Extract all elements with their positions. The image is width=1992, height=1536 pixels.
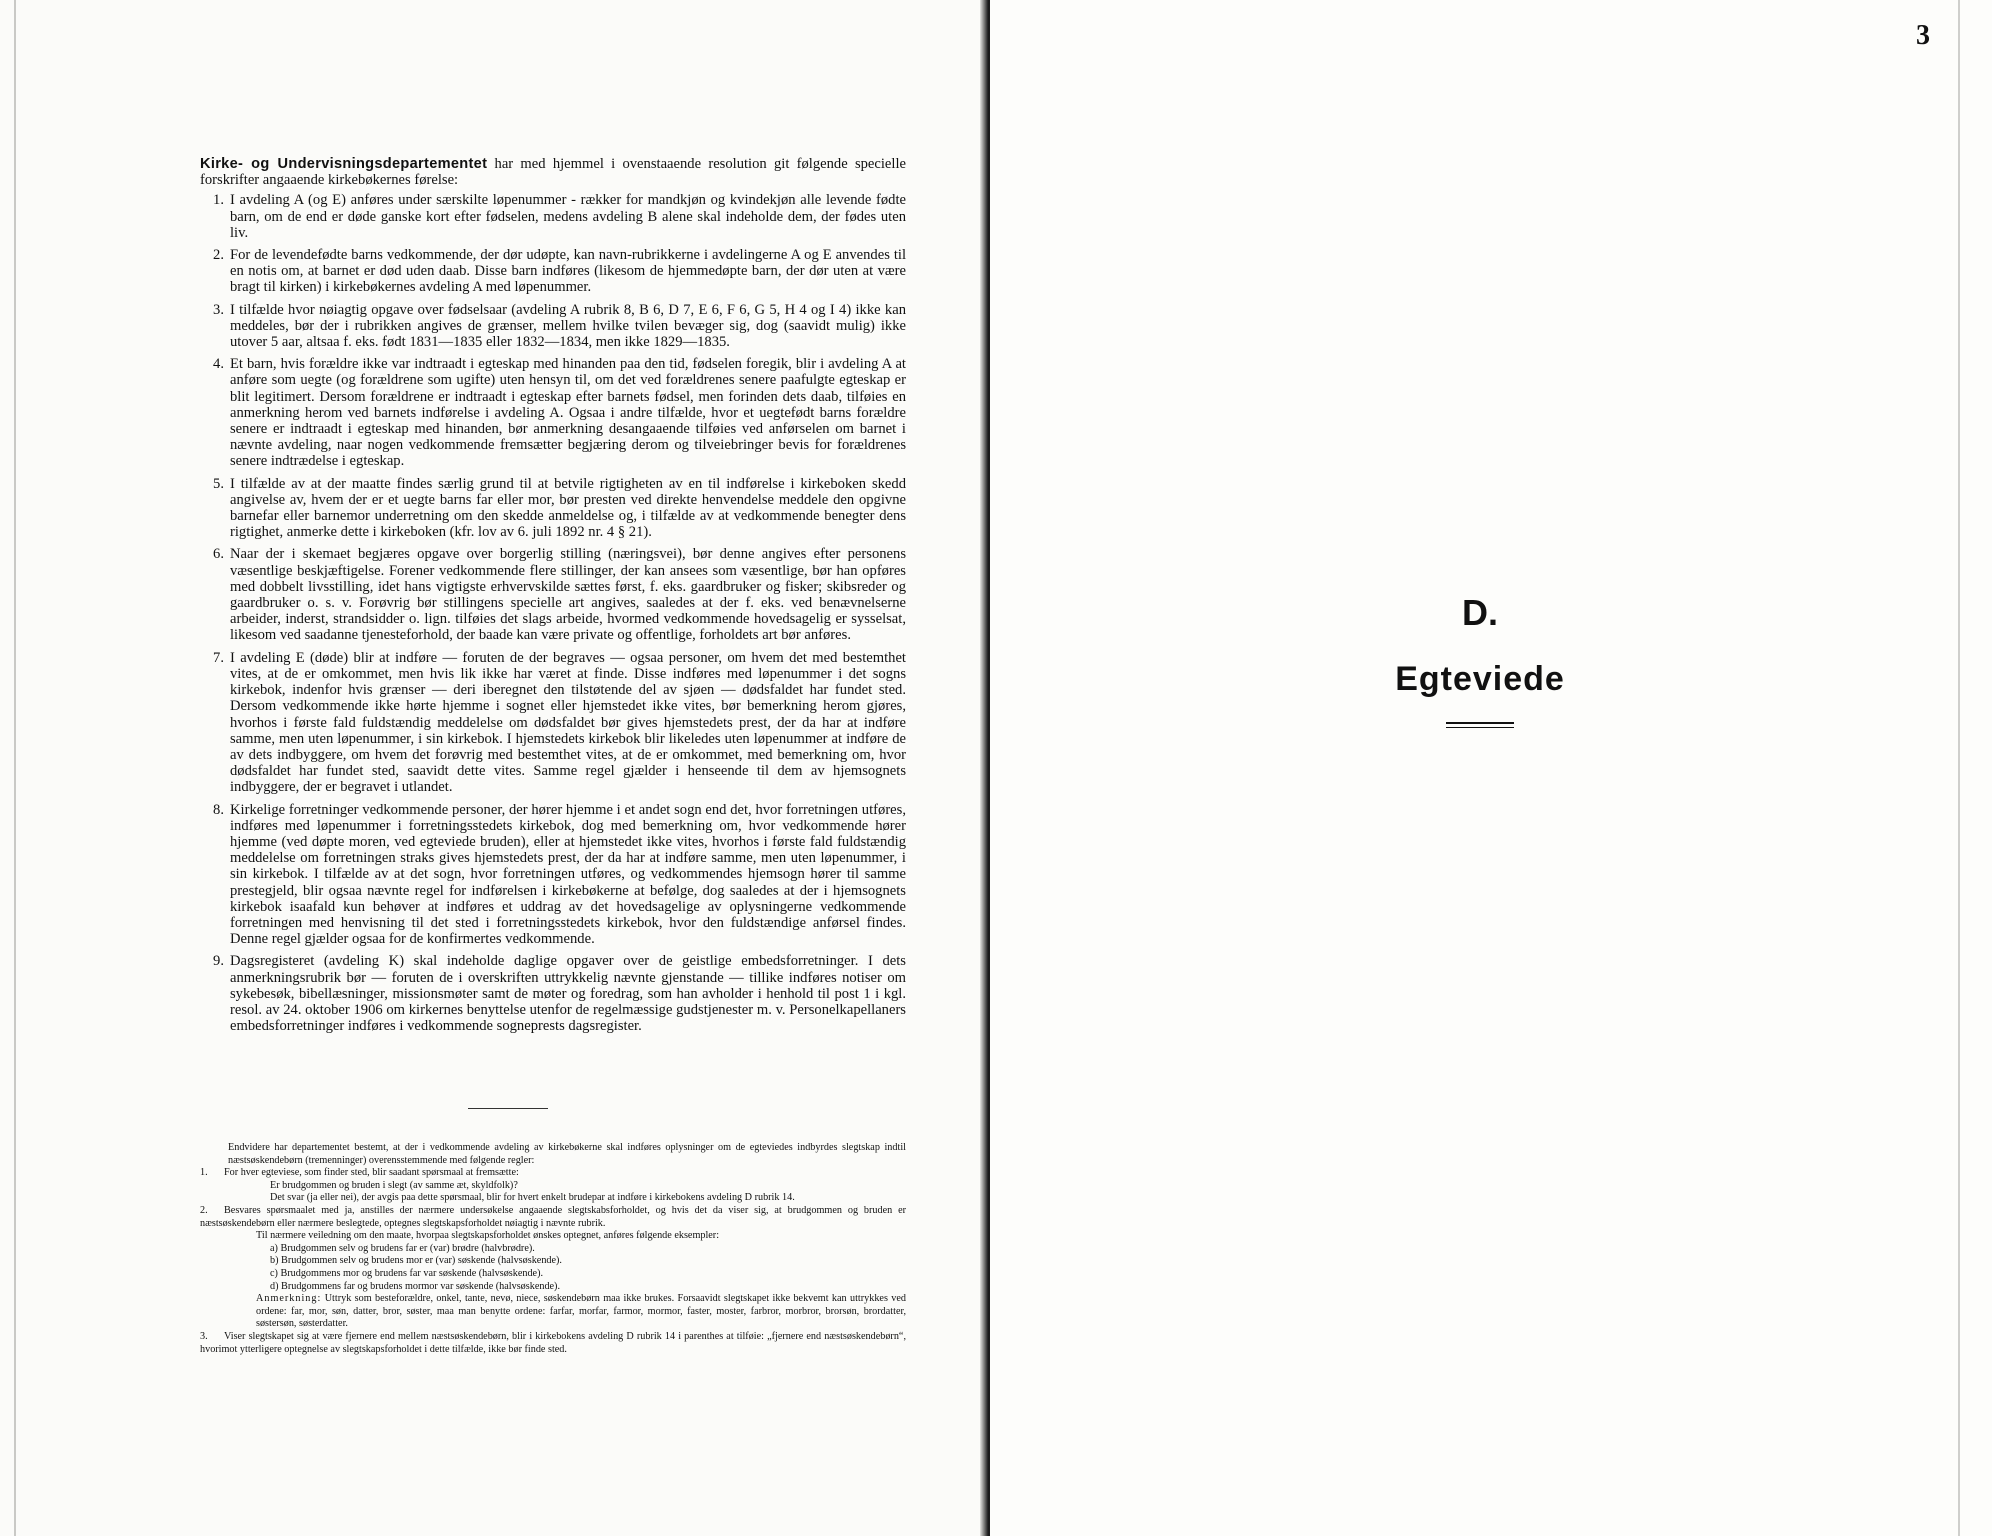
rule-number: 2.	[200, 1204, 208, 1216]
regulation-item	[200, 192, 906, 241]
note-text: Uttryk som besteforældre, onkel, tante, nevø, niece, søskendebørn maa ikke brukes. Forsaavidt slegtskapet ikke bekvemt kan uttrykkes ved ordene: far, mor, søn, datter, bror, søster, maa man benytte ordene: farfar, morfar, farmor, mormor, faster, moster, farbror, morbror, brorsøn, brordatter, søstersøn, søsterdatter.	[256, 1293, 906, 1330]
rule-number: 3.	[200, 1330, 208, 1342]
section-title: Egteviede	[1395, 660, 1565, 698]
item-number: 9.	[213, 953, 224, 970]
intro-text: har med hjemmel i ovenstaaende resolution git følgende specielle forskrifter angaaende kirkebøkernes førelse:	[200, 156, 907, 189]
supplement-question: Er brudgommen og bruden i slegt (av samme æt, skyldfolk)?	[270, 1179, 518, 1191]
section-divider	[468, 1108, 548, 1109]
supplement-rule-2	[200, 1205, 906, 1230]
regulations-text	[200, 156, 906, 1040]
rule-text: For hver egteviese, som finder sted, blir saadant spørsmaal at fremsætte:	[224, 1167, 519, 1179]
title-rule	[1446, 727, 1514, 728]
rule-text: Besvares spørsmaalet med ja, anstilles der nærmere undersøkelse angaaende slegtskabsforholdet, og hvis det da viser sig, at brudgommen og bruden er næstsøskendebørn eller nærmere beslegtede, optegnes slegtskapsforholdet nøiagtig i nævnte rubrik.	[200, 1204, 906, 1229]
rule-text: Viser slegtskapet sig at være fjernere end mellem næstsøskendebørn, blir i kirkebokens avdeling D rubrik 14 i parenthes at tilføie: „fjernere end næstsøskendebørn“, hvorimot ytterligere optegnelse av slegtskapsforholdet i dette tilfælde, ikke bør finde sted.	[200, 1330, 906, 1355]
item-text: I tilfælde av at der maatte findes særlig grund til at betvile rigtigheten av en til indførelse i kirkeboken skedd angivelse av, hvem der er et uegte barns far eller mor, bør presten ved direkte henvendelse meddele den opgivne barnefar eller barnemor underretning om den skedde anmeldelse og, i tilfælde av at vedkommende benegter dens rigtighet, anmerke dette i kirkeboken (kfr. lov av 6. juli 1892 nr. 4 § 21).	[230, 475, 906, 541]
item-text: Et barn, hvis forældre ikke var indtraadt i egteskap med hinanden paa den tid, fødselen foregik, blir i avdeling A at anføre som uegte (og forældrene som ugifte) uten hensyn til, om det ved forældrenes senere paafulgte egteskap er blit legitimert. Dersom forældrene er indtraadt i egteskap efter barnets fødsel, men forinden dets daab, tilføies en anmerkning herom ved barnets indførelse i avdeling A. Ogsaa i andre tilfælde, hvor et uegtefødt barns forældre senere er indtraadt i egteskap med hinanden, bør anmerkning desangaaende tilføies ved anførselen om barnet i nævnte avdeling, naar nogen vedkommende fremsætter begjæring derom og tilveiebringer bevis for forældrenes senere indtrædelse i egteskap.	[230, 356, 906, 470]
supplement-intro: Endvidere har departementet bestemt, at der i vedkommende avdeling av kirkebøkerne skal indføres oplysninger om de egteviedes indbyrdes slegtskap indtil næstsøskendebørn (tremenninger) overensstemmende med følgende regler:	[228, 1142, 906, 1166]
regulations-list	[200, 192, 906, 1034]
page-edge-line	[14, 0, 16, 1536]
page-number: 3	[1916, 20, 1930, 51]
item-text: I avdeling A (og E) anføres under særskilte løpenummer - rækker for mandkjøn og kvindekjøn alle levende fødte barn, om de end er døde ganske kort efter fødselen, medens avdeling B alene skal indeholde dem, der fødes uten liv.	[230, 192, 906, 241]
right-page	[990, 0, 1992, 1536]
supplement-guidance: Til nærmere veiledning om den maate, hvorpaa slegtskapsforholdet ønskes optegnet, anføres følgende eksempler:	[256, 1230, 720, 1242]
example-d: d) Brudgommens far og brudens mormor var søskende (halvsøskende).	[270, 1280, 560, 1292]
item-text: Dagsregisteret (avdeling K) skal indeholde daglige opgaver over de geistlige embedsforretninger. I dets anmerkningsrubrik bør — foruten de i overskriften uttrykkelig nævnte gjenstande — tillike indføres notiser om sykebesøk, bibellæsninger, missionsmøter samt de møter og foredrag, som han avholder i henhold til post 1 i kgl. resol. av 24. oktober 1906 om kirkernes benyttelse utenfor de regelmæssige gudstjenester m. v. Personelkapellaners embedsforretninger indføres i vedkommende sogneprests dagsregister.	[230, 953, 906, 1035]
item-number: 8.	[213, 801, 224, 818]
regulation-item	[200, 953, 906, 1034]
page-edge-line	[1958, 0, 1960, 1536]
supplement-rule-3	[200, 1331, 906, 1356]
item-number: 5.	[213, 475, 224, 492]
item-number: 1.	[213, 192, 224, 209]
supplement-rule-1	[200, 1167, 906, 1180]
item-text: For de levendefødte barns vedkommende, der dør udøpte, kan navn-rubrikkerne i avdelingerne A og E anvendes til en notis om, at barnet er død uden daab. Disse barn indføres (likesom de hjemmedøpte barn, der dør uten at være bragt til kirken) i kirkebøkernes avdeling A med løpenummer.	[230, 247, 906, 296]
example-b: b) Brudgommen selv og brudens mor er (var) søskende (halvsøskende).	[270, 1255, 562, 1267]
item-text: I avdeling E (døde) blir at indføre — foruten de der begraves — ogsaa personer, om hvem det med bestemthet vites, at de er omkommet, men hvis lik ikke har været at finde. Disse indføres med løpenummer i det sogns kirkebok, indenfor hvis grænser — deri iberegnet den tilstøtende del av sjøen — dødsfaldet har fundet sted. Dersom vedkommende ikke hørte hjemme i sognet eller hjemstedet ikke vites, bør bemerkning herom gjøres, hvorhos i første fald fuldstændig meddelelse om dødsfaldet bør gives hjemstedets prest, der da har at indføre samme, men uten løpenummer, i sin kirkebok. I hjemstedets kirkebok blir likeledes uten løpenummer at indføre de av dets indbyggere, om hvem det forøvrig med bestemthet vites, at de er omkommet, med bemerkning om, hvor dødsfaldet har fundet sted, saavidt dette vites. Samme regel gjælder i henseende til dem av hjemsognets indbyggere, der er begravet i utlandet.	[230, 649, 906, 796]
regulation-item	[200, 302, 906, 351]
regulations-intro	[200, 156, 906, 188]
supplement-note	[200, 1293, 906, 1331]
regulation-item	[200, 546, 906, 643]
item-number: 3.	[213, 301, 224, 318]
regulation-item	[200, 650, 906, 796]
item-number: 2.	[213, 247, 224, 264]
item-number: 7.	[213, 649, 224, 666]
supplementary-rules	[200, 1142, 906, 1356]
item-number: 6.	[213, 546, 224, 563]
rule-number: 1.	[200, 1167, 208, 1179]
example-a: a) Brudgommen selv og brudens far er (var) brødre (halvbrødre).	[270, 1242, 535, 1254]
regulation-item	[200, 802, 906, 948]
example-c: c) Brudgommens mor og brudens far var søskende (halvsøskende).	[270, 1267, 544, 1279]
supplement-answer: Det svar (ja eller nei), der avgis paa dette spørsmaal, blir for hvert enkelt brudepar at indføre i kirkebokens avdeling D rubrik 14.	[270, 1192, 795, 1204]
regulation-item	[200, 476, 906, 541]
item-text: I tilfælde hvor nøiagtig opgave over fødselsaar (avdeling A rubrik 8, B 6, D 7, E 6, F 6, G 5, H 4 og I 4) ikke kan meddeles, bør der i rubrikken angives de grænser, mellem hvilke tvilen bevæger sig, dog (saavidt mulig) ikke utover 5 aar, altsaa f. eks. født 1831—1835 eller 1832—1834, men ikke 1829—1835.	[230, 301, 906, 351]
item-text: Kirkelige forretninger vedkommende personer, der hører hjemme i et andet sogn end det, hvor forretningen utføres, indføres med løpenummer i forretningsstedets kirkebok, dog med bemerkning om, hvor vedkommende hører hjemme (ved døpte moren, ved egteviede bruden), eller at hjemstedet ikke vites, hvorhos i første fald fuldstændig meddelelse om forretningen straks gives hjemstedets prest, der da har at indføre samme, men uten løpenummer, i sin kirkebok. I tilfælde av at det sogn, hvor forretningen utføres, og vedkommendes hjemsogn hører til samme prestegjeld, blir ogsaa nævnte regel for indførelsen i kirkebøkerne at befølge, dog saaledes at der i hjemsognets kirkebok isaafald kun behøver at indføres et uddrag av det hovedsagelige av oplysningerne vedkommende forretningen med henvisning til det sted i forretningsstedets kirkebok, hvor den fuldstændige anførsel findes. Denne regel gjælder ogsaa for de konfirmertes vedkommende.	[230, 801, 906, 948]
regulation-item	[200, 247, 906, 296]
regulation-item	[200, 356, 906, 469]
note-label: Anmerkning:	[256, 1293, 322, 1305]
item-text: Naar der i skemaet begjæres opgave over borgerlig stilling (næringsvei), bør denne angives efter personens væsentlige beskjæftigelse. Forener vedkommende flere stillinger, der kan ansees som væsentlige, bør han opføres med dobbelt livsstilling, idet hans vigtigste erhvervskilde sættes først, f. eks. gaardbruker og fisker; skibsreder og gaardbruker o. s. v. Forøvrig bør stillingens specielle art angives, saaledes at der f. eks. ved benævnelserne arbeider, inderst, strandsidder o. lign. tilføies det slags arbeide, hvormed vedkommende hovedsagelig er sysselsat, likesom ved saadanne tjenesteforhold, der baade kan være private og offentlige, forholdets art bør anføres.	[230, 546, 906, 644]
section-letter: D.	[1462, 592, 1498, 633]
title-rule	[1446, 722, 1514, 724]
left-page	[0, 0, 988, 1536]
item-number: 4.	[213, 356, 224, 373]
department-name: Kirke- og Undervisningsdepartementet	[200, 156, 488, 172]
